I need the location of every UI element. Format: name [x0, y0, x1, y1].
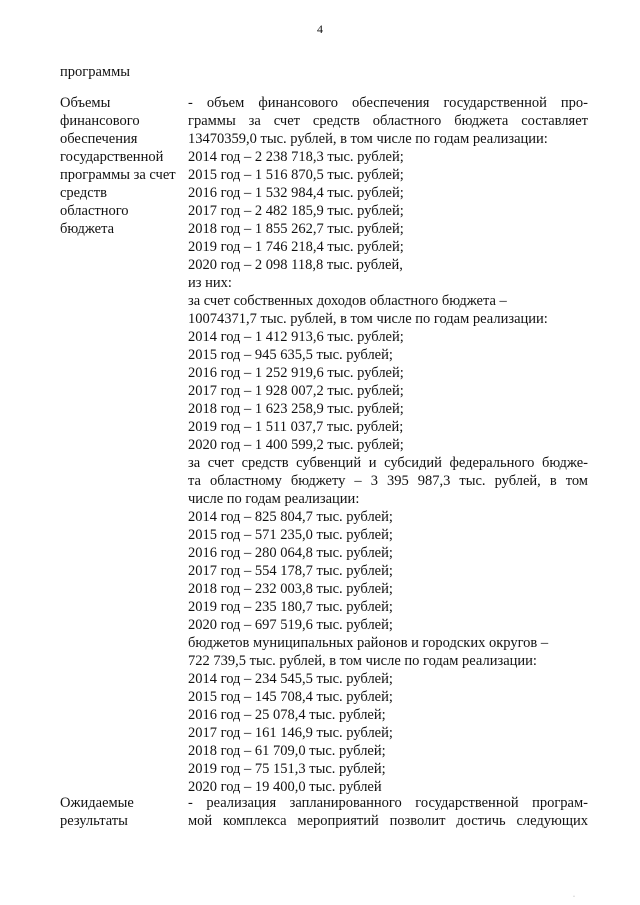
financing-text-line: 2019 год – 235 180,7 тыс. рублей;: [188, 599, 393, 615]
financing-text-line: 13470359,0 тыс. рублей, в том числе по годам реализации:: [188, 131, 548, 147]
financing-section: [60, 94, 595, 795]
financing-label-line: государственной: [60, 149, 164, 165]
financing-text-line: 2016 год – 1 532 984,4 тыс. рублей;: [188, 185, 404, 201]
financing-text-line: 2019 год – 1 511 037,7 тыс. рублей;: [188, 419, 404, 435]
financing-text-line: числе по годам реализации:: [188, 491, 360, 507]
financing-label-line: финансового: [60, 113, 140, 129]
financing-text-line: из них:: [188, 275, 232, 291]
financing-text-line: 2016 год – 1 252 919,6 тыс. рублей;: [188, 365, 404, 381]
financing-text-line: 2017 год – 2 482 185,9 тыс. рублей;: [188, 203, 404, 219]
financing-label-line: бюджета: [60, 221, 115, 237]
financing-text-line: 2019 год – 75 151,3 тыс. рублей;: [188, 761, 386, 777]
financing-text-line: 2016 год – 25 078,4 тыс. рублей;: [188, 707, 386, 723]
expected-results-label-line: результаты: [60, 813, 128, 829]
financing-label-line: областного: [60, 203, 129, 219]
financing-text-line: 2015 год – 945 635,5 тыс. рублей;: [188, 347, 393, 363]
financing-text-line: 2020 год – 19 400,0 тыс. рублей: [188, 779, 382, 795]
expected-results-label: [60, 794, 180, 830]
page-number: 4: [317, 22, 323, 36]
financing-text-line: 2014 год – 234 545,5 тыс. рублей;: [188, 671, 393, 687]
financing-text-line: за счет собственных доходов областного бюджета –: [188, 293, 507, 309]
financing-text-line: 2015 год – 1 516 870,5 тыс. рублей;: [188, 167, 404, 183]
financing-label-line: Объемы: [60, 95, 111, 111]
financing-content: [188, 94, 588, 796]
financing-text-line: 2014 год – 1 412 913,6 тыс. рублей;: [188, 329, 404, 345]
expected-results-content: [188, 794, 588, 830]
financing-text-line: 2015 год – 145 708,4 тыс. рублей;: [188, 689, 393, 705]
financing-text-line: граммы за счет средств областного бюджета составляет: [188, 113, 588, 129]
financing-text-line: 2016 год – 280 064,8 тыс. рублей;: [188, 545, 393, 561]
financing-text-line: 2018 год – 232 003,8 тыс. рублей;: [188, 581, 393, 597]
financing-text-line: 2020 год – 2 098 118,8 тыс. рублей,: [188, 257, 403, 273]
financing-text-line: 2017 год – 554 178,7 тыс. рублей;: [188, 563, 393, 579]
expected-results-text-line: мой комплекса мероприятий позволит достичь следующих: [188, 813, 588, 829]
financing-text-line: 2018 год – 1 623 258,9 тыс. рублей;: [188, 401, 404, 417]
financing-text-line: 722 739,5 тыс. рублей, в том числе по годам реализации:: [188, 653, 537, 669]
financing-text-line: бюджетов муниципальных районов и городских округов –: [188, 635, 549, 651]
financing-label-line: программы за счет: [60, 167, 176, 183]
financing-text-line: 2019 год – 1 746 218,4 тыс. рублей;: [188, 239, 404, 255]
financing-text-line: 2020 год – 697 519,6 тыс. рублей;: [188, 617, 393, 633]
financing-text-line: 2017 год – 1 928 007,2 тыс. рублей;: [188, 383, 404, 399]
financing-text-line: за счет средств субвенций и субсидий федерального бюдже-: [188, 455, 588, 471]
financing-label-line: средств: [60, 185, 107, 201]
financing-text-line: 10074371,7 тыс. рублей, в том числе по годам реализации:: [188, 311, 548, 327]
expected-results-text-line: - реализация запланированного государственной програм-: [188, 795, 588, 811]
financing-text-line: 2020 год – 1 400 599,2 тыс. рублей;: [188, 437, 404, 453]
financing-text-line: 2015 год – 571 235,0 тыс. рублей;: [188, 527, 393, 543]
financing-text-line: 2014 год – 825 804,7 тыс. рублей;: [188, 509, 393, 525]
financing-label: [60, 94, 180, 238]
scan-mark: ·: [573, 894, 575, 900]
financing-text-line: - объем финансового обеспечения государственной про-: [188, 95, 588, 111]
financing-label-line: обеспечения: [60, 131, 138, 147]
continued-heading-text: программы: [60, 64, 130, 80]
expected-results-label-line: Ожидаемые: [60, 795, 134, 811]
financing-text-line: 2014 год – 2 238 718,3 тыс. рублей;: [188, 149, 404, 165]
financing-text-line: 2018 год – 1 855 262,7 тыс. рублей;: [188, 221, 404, 237]
financing-text-line: 2018 год – 61 709,0 тыс. рублей;: [188, 743, 386, 759]
financing-text-line: та областному бюджету – 3 395 987,3 тыс. рублей, в том: [188, 473, 588, 489]
financing-text-line: 2017 год – 161 146,9 тыс. рублей;: [188, 725, 393, 741]
expected-results-section: [60, 794, 595, 834]
